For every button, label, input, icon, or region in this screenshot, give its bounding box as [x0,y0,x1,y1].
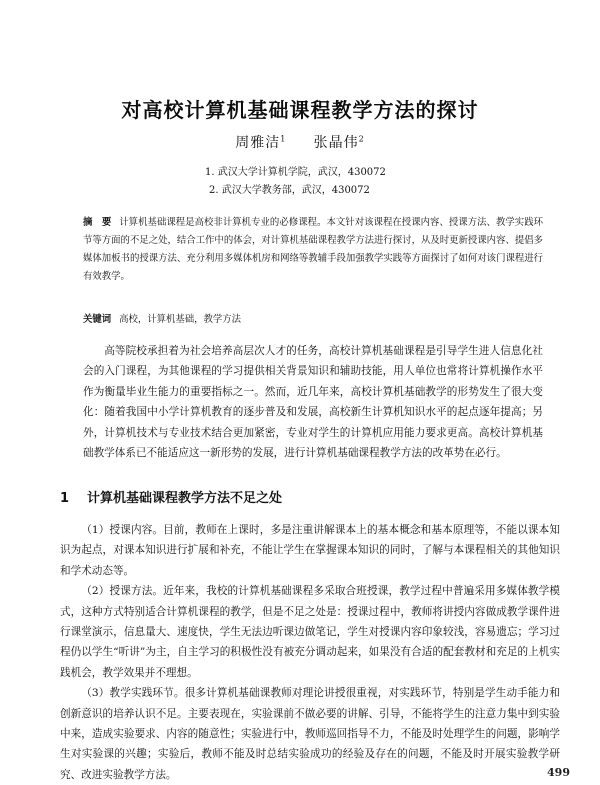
section-heading [60,487,282,506]
keywords [83,311,241,325]
abstract [83,214,543,286]
paper-title: 对高校计算机基础课程教学方法的探讨 [121,98,479,122]
author-line [0,132,600,152]
author-1-affiliation-mark: 1 [280,134,287,144]
section-body [60,520,560,785]
paragraph-practice: （3）教学实践环节。很多计算机基础课教师对理论讲授很重视，对实践环节，特别是学生动手能力和创新意识的培养认识不足。主要表现在，实验课前不做必要的讲解、引导，不能将学生的注意力集中到实验中来，造成实验要求、内容的随意性；实验进行中，教师巡回指导不力，不能及时处理学生的问题，影响学生对实验课的兴趣；实验后，教师不能及时总结实验成功的经验及存在的问题，不能及时开展实验教学研究、改进实验教学方法。 [60,687,560,781]
section-number: 1 [60,491,70,506]
intro-paragraph: 高等院校承担着为社会培养高层次人才的任务，高校计算机基础课程是引导学生进人信息化社会的入门课程，为其他课程的学习提供相关背景知识和辅助技能，用人单位也常将计算机操作水平作为衡量毕业生能力的重要指标之一。然而，近几年来，高校计算机基础教学的形势发生了很大变化：随着我国中小学计算机教育的逐步普及和发展，高校新生计算机知识水平的起点逐年提高；另外，计算机技术与专业技术结合更加紧密，专业对学生的计算机应用能力要求更高。高校计算机基础教学体系已不能适应这一新形势的发展，进行计算机基础课程教学方法的改革势在必行。 [83,345,543,460]
author-1: 周雅洁 [235,135,281,151]
abstract-text: 计算机基础课程是高校非计算机专业的必修课程。本文针对该课程在授课内容、授课方法、教学实践环节等方面的不足之处，结合工作中的体会，对计算机基础课程教学方法进行探讨，从及时更新授课内容、提倡多媒体加板书的授课方法、充分利用多媒体机房和网络等教辅手段加强教学实践等方面探讨了如何对该门课程进行有效教学。 [83,217,543,282]
keywords-label: 关键词 [83,314,112,325]
affiliation-2: 2. 武汉大学教务部，武汉，430072 [209,185,370,196]
keywords-text: 高校，计算机基础，教学方法 [119,314,242,325]
affiliation-1: 1. 武汉大学计算机学院，武汉，430072 [205,167,386,178]
section-title: 计算机基础课程教学方法不足之处 [87,491,283,506]
page-number: 499 [547,766,570,779]
paragraph-teaching-method: （2）授课方法。近年来，我校的计算机基础课程多采取合班授课，教学过程中普遍采用多媒体教学模式，这种方式特别适合计算机课程的教学，但是不足之处是：授课过程中，教师将讲授内容做成教学课件进行课堂演示，信息量大、速度快，学生无法边听课边做笔记，学生对授课内容印象较浅，容易遗忘；学习过程仍以学生“听讲”为主，自主学习的积极性没有被充分调动起来，如果没有合适的配套教材和充足的上机实践机会，教学效果并不理想。 [60,585,560,679]
paragraph-teaching-content: （1）授课内容。目前，教师在上课时，多是注重讲解课本上的基本概念和基本原理等，不能以课本知识为起点，对课本知识进行扩展和补充，不能让学生在掌握课本知识的同时，了解与本课程相关的其他知识和学术动态等。 [60,524,560,577]
abstract-label: 摘 要 [83,217,112,228]
author-2-affiliation-mark: 2 [358,134,365,144]
author-2: 张晶伟 [313,135,359,151]
